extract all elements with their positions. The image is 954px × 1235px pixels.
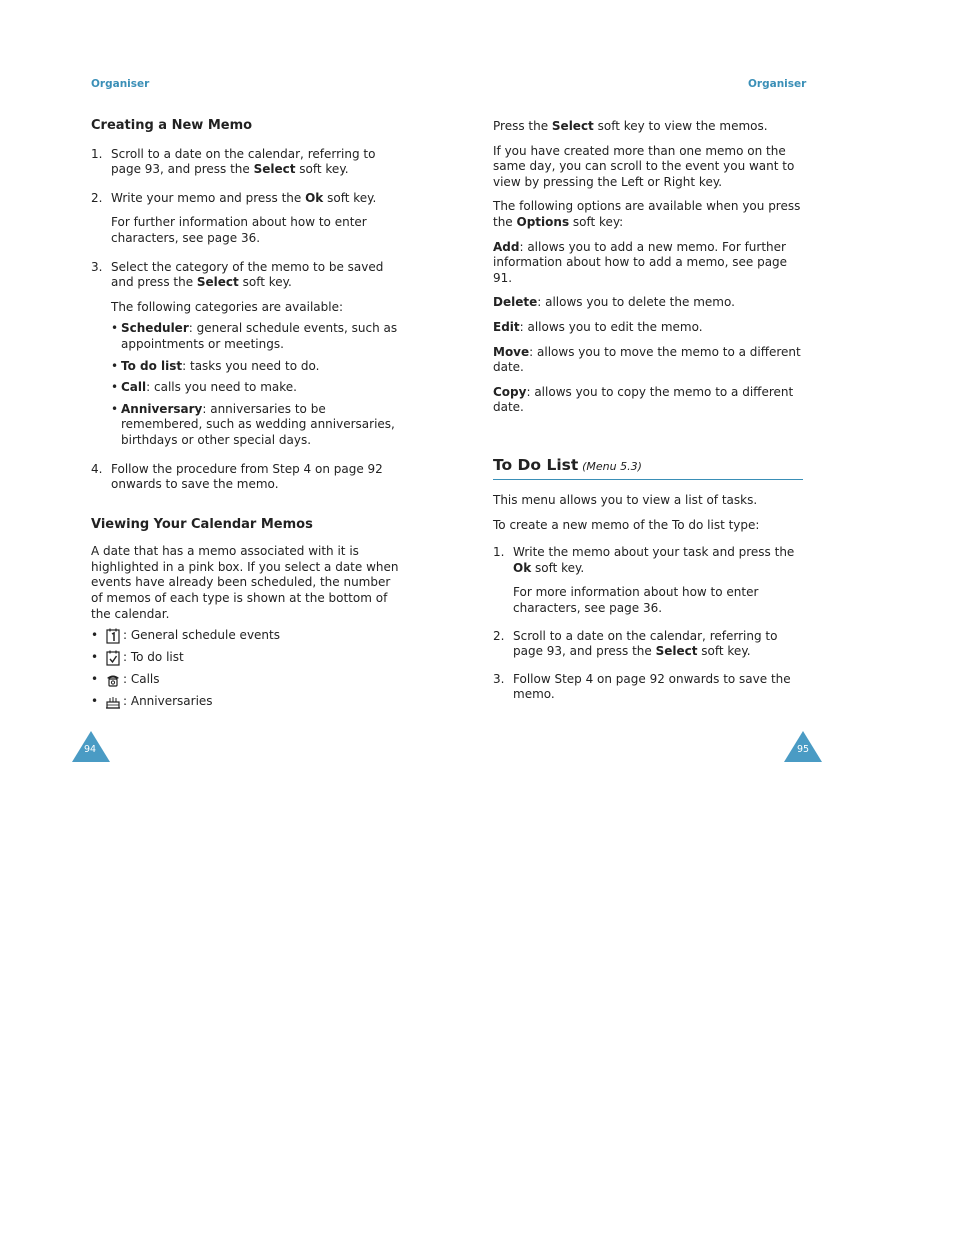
category-desc: : tasks you need to do. [182,358,320,373]
option-name: Copy [493,384,527,399]
icon-row-todo [91,647,403,669]
right-paragraph-3 [493,199,803,230]
bullet-dot: • [91,628,99,643]
viewing-memos-heading: Viewing Your Calendar Memos [91,516,313,532]
option-name: Edit [493,319,520,334]
icon-row-schedule [91,625,403,647]
category-desc: : calls you need to make. [146,380,297,395]
options-keyword: Options [516,214,570,229]
step-number: 2. [91,190,103,205]
right-column [493,119,803,416]
option-desc: : allows you to delete the memo. [537,295,735,310]
ok-keyword: Ok [305,190,324,205]
step-text: Write your memo and press the [111,190,306,205]
category-scheduler [111,321,403,352]
left-page-number: 94 [83,744,97,755]
step-1 [91,147,403,178]
step-number: 2. [493,628,505,643]
category-desc: : anniversaries to be remembered, such as wedding anniversaries, birthdays or other special days. [121,401,395,447]
menu-reference: (Menu 5.3) [582,460,642,473]
option-desc: : allows you to copy the memo to a different date. [493,384,794,415]
bullet-dot: • [91,694,99,709]
step-note: For more information about how to enter characters, see page 36. [513,585,759,615]
left-running-header: Organiser [91,78,150,90]
step-text: Scroll to a date on the calendar, referring to page 93, and press the [513,628,778,659]
option-desc: : allows you to move the memo to a different date. [493,344,801,375]
category-name: Anniversary [121,401,203,416]
right-page-number: 95 [796,744,810,755]
option-copy [493,385,803,416]
step-4 [91,462,403,493]
select-keyword: Select [655,644,698,659]
step-text: Follow the procedure from Step 4 on page 92 onwards to save the memo. [111,461,383,492]
right-paragraph-1 [493,119,803,135]
todo-check-icon [105,650,121,666]
step-text: Select the category of the memo to be saved and press the [111,259,384,290]
phone-icon [105,672,121,688]
section-rule [493,479,803,480]
bullet-dot: • [91,650,99,665]
step-3 [91,260,403,449]
category-todo [111,359,403,375]
creating-memo-heading: Creating a New Memo [91,118,253,133]
todo-step-3 [493,672,803,703]
option-name: Move [493,344,530,359]
todo-step-1 [493,545,803,616]
category-call [111,380,403,396]
icon-label: : To do list [123,650,184,665]
select-keyword: Select [253,162,296,177]
todo-list-heading [493,456,803,474]
icon-row-anniversaries [91,691,403,713]
category-anniversary [111,402,403,449]
option-add [493,240,803,287]
step-text: soft key. [323,190,377,205]
viewing-memos-paragraph: A date that has a memo associated with it is highlighted in a pink box. If you select a date when events have already been scheduled, the number of memos of each type is shown at the bottom of the calendar. [91,544,399,621]
select-keyword: Select [551,119,594,133]
step-text: soft key. [238,275,292,290]
category-name: Call [121,380,147,395]
step-text: soft key. [697,644,751,659]
section-title: To Do List [493,456,579,474]
icon-label: : Calls [123,672,160,687]
category-name: To do list [121,358,183,373]
step-text: Scroll to a date on the calendar, referring to page 93, and press the [111,146,376,177]
ok-keyword: Ok [513,560,532,575]
todo-step-2 [493,629,803,660]
icon-label: : Anniversaries [123,694,213,709]
bullet-dot: • [91,672,99,687]
todo-intro: This menu allows you to view a list of tasks. [493,493,758,507]
option-name: Add [493,239,520,254]
step-text: soft key. [531,560,585,575]
option-name: Delete [493,295,538,310]
left-column [91,118,403,713]
calendar-day-icon [105,628,121,644]
right-paragraph-2: If you have created more than one memo on the same day, you can scroll to the event you want to view by pressing the Left or Right key. [493,143,795,189]
paragraph-text: Press the [493,119,552,133]
option-edit [493,320,803,336]
paragraph-text: soft key to view the memos. [593,119,768,133]
step-number: 1. [493,545,505,560]
step-note: For further information about how to enter characters, see page 36. [111,215,367,245]
icon-label: : General schedule events [123,628,280,643]
paragraph-text: The following options are available when you press the [493,199,801,229]
option-delete [493,295,803,311]
category-name: Scheduler [121,321,189,336]
step-note: The following categories are available: [111,299,344,314]
step-number: 4. [91,461,103,476]
step-2 [91,191,403,247]
option-desc: : allows you to add a new memo. For further information about how to add a memo, see page 91. [493,239,788,285]
cake-icon [105,694,121,710]
todo-create: To create a new memo of the To do list type: [493,517,760,532]
icon-row-calls [91,669,403,691]
option-desc: : allows you to edit the memo. [519,319,703,334]
step-number: 3. [493,671,505,686]
select-keyword: Select [196,275,239,290]
option-move [493,345,803,376]
step-number: 3. [91,259,103,274]
step-text: soft key. [295,162,349,177]
paragraph-text: soft key: [569,214,624,229]
step-text: Write the memo about your task and press the [513,545,795,560]
right-column-lower [493,493,803,703]
category-desc: : general schedule events, such as appointments or meetings. [121,321,398,351]
step-text: Follow Step 4 on page 92 onwards to save the memo. [513,671,791,702]
right-running-header: Organiser [748,78,807,90]
step-number: 1. [91,146,103,161]
